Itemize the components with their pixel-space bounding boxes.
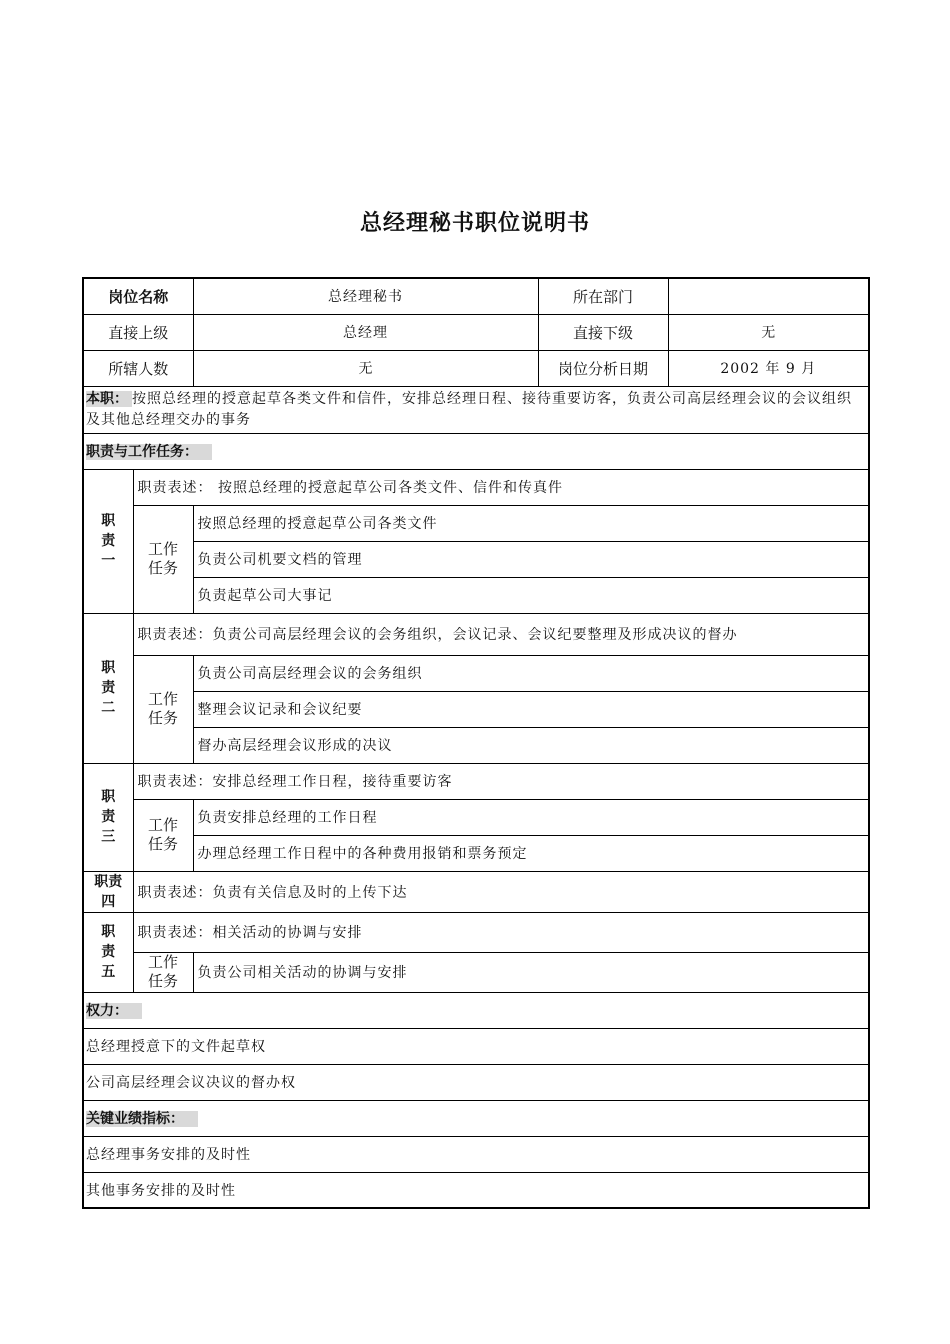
duty-1-task-3: 负责起草公司大事记 [193, 577, 869, 613]
authority-header-row [83, 992, 869, 1028]
main-duty-row [83, 386, 869, 433]
duty-3-desc-row [83, 763, 869, 799]
analysis-date-value: 2002 年 9 月 [668, 350, 869, 386]
duties-header: 职责与工作任务： [86, 444, 212, 460]
duty-5-description: 职责表述：相关活动的协调与安排 [133, 912, 869, 952]
authority-item-2: 公司高层经理会议决议的督办权 [83, 1064, 869, 1100]
duty-3-task-2: 办理总经理工作日程中的各种费用报销和票务预定 [193, 835, 869, 871]
duty-5-name: 职 责 五 [83, 912, 133, 992]
duties-header-row [83, 433, 869, 469]
duty-5-desc-row [83, 912, 869, 952]
label-direct-subordinate: 直接下级 [538, 314, 668, 350]
label-analysis-date: 岗位分析日期 [538, 350, 668, 386]
duty-5-task-label: 工作 任务 [133, 952, 193, 992]
duty-1-task-1: 按照总经理的授意起草公司各类文件 [193, 505, 869, 541]
duty-2-task-2: 整理会议记录和会议纪要 [193, 691, 869, 727]
authority-row [83, 1064, 869, 1100]
duty-2-task-1: 负责公司高层经理会议的会务组织 [193, 655, 869, 691]
direct-superior-value: 总经理 [193, 314, 538, 350]
document-title: 总经理秘书职位说明书 [359, 211, 590, 236]
kpi-item-2: 其他事务安排的及时性 [83, 1172, 869, 1208]
direct-subordinate-value: 无 [668, 314, 869, 350]
staff-count-value: 无 [193, 350, 538, 386]
duty-3-task-row [83, 835, 869, 871]
kpi-header-cell [83, 1100, 869, 1136]
info-row-1 [83, 278, 869, 314]
kpi-row [83, 1136, 869, 1172]
authority-header-cell [83, 992, 869, 1028]
authority-header: 权力： [86, 1003, 142, 1019]
duty-2-task-row [83, 655, 869, 691]
kpi-header: 关键业绩指标： [86, 1111, 198, 1127]
label-position-name: 岗位名称 [83, 278, 193, 314]
duty-3-task-1: 负责安排总经理的工作日程 [193, 799, 869, 835]
kpi-item-1: 总经理事务安排的及时性 [83, 1136, 869, 1172]
authority-item-1: 总经理授意下的文件起草权 [83, 1028, 869, 1064]
duty-2-task-row [83, 691, 869, 727]
duty-2-task-label: 工作 任务 [133, 655, 193, 763]
label-direct-superior: 直接上级 [83, 314, 193, 350]
position-name-value: 总经理秘书 [193, 278, 538, 314]
info-row-2 [83, 314, 869, 350]
main-duty-text: 按照总经理的授意起草各类文件和信件，安排总经理日程、接待重要访客，负责公司高层经理会议的会议组织及其他总经理交办的事务 [86, 390, 852, 428]
duty-3-name: 职 责 三 [83, 763, 133, 871]
kpi-row [83, 1172, 869, 1208]
label-staff-count: 所辖人数 [83, 350, 193, 386]
kpi-header-row [83, 1100, 869, 1136]
duty-5-task-1: 负责公司相关活动的协调与安排 [193, 952, 869, 992]
duty-1-task-label: 工作 任务 [133, 505, 193, 613]
duties-header-cell [83, 433, 869, 469]
main-duty-label: 本职： [86, 391, 132, 407]
duty-3-task-row [83, 799, 869, 835]
duty-2-task-row [83, 727, 869, 763]
duty-5-task-row [83, 952, 869, 992]
duty-1-desc-row [83, 469, 869, 505]
job-description-table [82, 277, 870, 1209]
info-row-3 [83, 350, 869, 386]
duty-1-task-2: 负责公司机要文档的管理 [193, 541, 869, 577]
duty-4-description: 职责表述：负责有关信息及时的上传下达 [133, 871, 869, 912]
duty-3-task-label: 工作 任务 [133, 799, 193, 871]
duty-2-name: 职 责 二 [83, 613, 133, 763]
duty-4-name: 职责 四 [83, 871, 133, 912]
department-value [668, 278, 869, 314]
duty-1-description: 职责表述： 按照总经理的授意起草公司各类文件、信件和传真件 [133, 469, 869, 505]
duty-1-name: 职 责 一 [83, 469, 133, 613]
duty-1-task-row [83, 505, 869, 541]
authority-row [83, 1028, 869, 1064]
duty-2-desc-row [83, 613, 869, 655]
duty-2-description: 职责表述：负责公司高层经理会议的会务组织，会议记录、会议纪要整理及形成决议的督办 [133, 613, 869, 655]
duty-2-task-3: 督办高层经理会议形成的决议 [193, 727, 869, 763]
duty-1-task-row [83, 541, 869, 577]
duty-1-task-row [83, 577, 869, 613]
label-department: 所在部门 [538, 278, 668, 314]
duty-3-description: 职责表述：安排总经理工作日程，接待重要访客 [133, 763, 869, 799]
duty-4-desc-row [83, 871, 869, 912]
main-duty-cell [83, 386, 869, 433]
